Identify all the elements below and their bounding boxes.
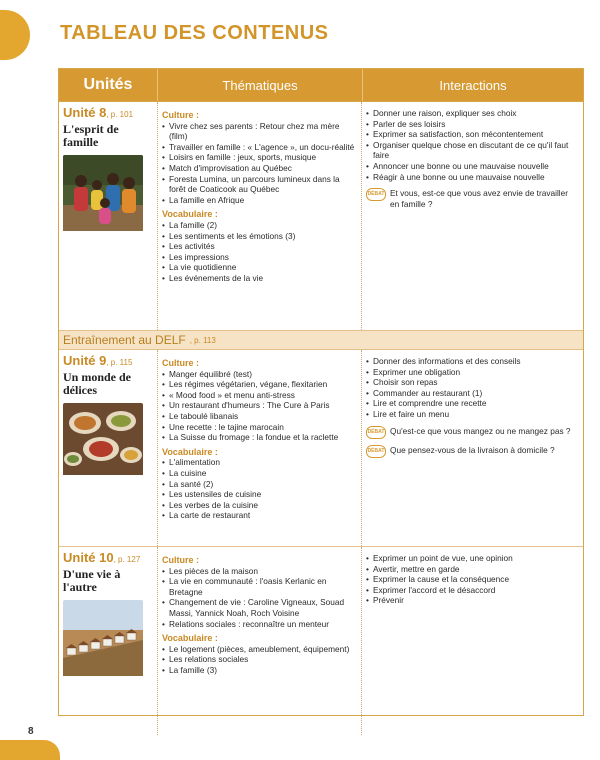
list-item: • Travailler en famille : « L'agence », un docu-réalité <box>162 142 357 153</box>
list-item: • La famille (2) <box>162 220 357 231</box>
list-item: • Le taboulé libanais <box>162 411 357 422</box>
list-item: • Parler de ses loisirs <box>366 119 579 130</box>
unit-name: Un monde de délices <box>63 369 132 397</box>
header-thematiques: Thématiques <box>157 69 362 101</box>
list-item: • Le logement (pièces, ameublement, équipement) <box>162 644 357 655</box>
unit-label: Unité 9 <box>63 353 107 368</box>
list-item: • Exprimer sa satisfaction, son mécontentement <box>366 129 579 140</box>
delf-label: Entraînement au DELF <box>63 333 186 347</box>
list-item: • La carte de restaurant <box>162 510 357 521</box>
unit-page-ref: , p. 101 <box>106 110 134 119</box>
delf-banner <box>59 331 583 350</box>
unit-name: D'une vie à l'autre <box>63 566 121 594</box>
culture-title: Culture : <box>162 110 199 120</box>
interactions-cell <box>361 350 583 546</box>
list-item: • Les événements de la vie <box>162 273 357 284</box>
interactions-list <box>366 356 579 420</box>
thematiques-cell <box>157 102 361 330</box>
list-item: • Les activités <box>162 241 357 252</box>
list-item: • La cuisine <box>162 468 357 479</box>
culture-list <box>162 369 357 443</box>
page-corner-tab <box>0 10 30 60</box>
list-item: • Lire et comprendre une recette <box>366 398 579 409</box>
list-item: • La famille en Afrique <box>162 195 357 206</box>
list-item: • Avertir, mettre en garde <box>366 564 579 575</box>
unit-row-9 <box>59 350 583 547</box>
list-item: • La santé (2) <box>162 479 357 490</box>
interactions-cell <box>361 547 583 735</box>
unit-cell <box>59 350 157 546</box>
list-item: • Manger équilibré (test) <box>162 369 357 380</box>
list-item: • Exprimer la cause et la conséquence <box>366 574 579 585</box>
thematiques-cell <box>157 350 361 546</box>
unit-cell <box>59 547 157 735</box>
list-item: • La vie quotidienne <box>162 262 357 273</box>
debat-item <box>366 426 579 439</box>
interactions-list <box>366 108 579 182</box>
unit-cell <box>59 102 157 330</box>
unit-label: Unité 10 <box>63 550 114 565</box>
unit-row-8 <box>59 102 583 331</box>
vocab-title: Vocabulaire : <box>162 633 218 644</box>
culture-list <box>162 121 357 206</box>
delf-page-ref: , p. 113 <box>189 335 216 345</box>
header-unites: Unités <box>83 76 133 93</box>
list-item: • Les sentiments et les émotions (3) <box>162 231 357 242</box>
list-item: • Prévenir <box>366 595 579 606</box>
list-item: • Match d'improvisation au Québec <box>162 163 357 174</box>
contents-table <box>58 68 584 716</box>
list-item: • Commander au restaurant (1) <box>366 388 579 399</box>
list-item: • « Mood food » et menu anti-stress <box>162 390 357 401</box>
vocab-list <box>162 644 357 676</box>
list-item: • Un restaurant d'humeurs : The Cure à Paris <box>162 400 357 411</box>
culture-list <box>162 566 357 630</box>
culture-title: Culture : <box>162 555 199 565</box>
list-item: • Une recette : le tajine marocain <box>162 422 357 433</box>
list-item: • Exprimer une obligation <box>366 367 579 378</box>
unit-row-10 <box>59 547 583 735</box>
debat-item <box>366 445 579 458</box>
thematiques-cell <box>157 547 361 735</box>
list-item: • Les régimes végétarien, végane, flexitarien <box>162 379 357 390</box>
vocab-list <box>162 457 357 521</box>
interactions-list <box>366 553 579 606</box>
unit-heading <box>63 105 153 121</box>
page-title: TABLEAU DES CONTENUS <box>60 22 329 44</box>
unit-heading <box>63 353 153 369</box>
list-item: • Exprimer l'accord et le désaccord <box>366 585 579 596</box>
list-item: • Loisirs en famille : jeux, sports, musique <box>162 152 357 163</box>
debat-icon: DÉBAT <box>366 426 386 439</box>
debat-icon: DÉBAT <box>366 188 386 201</box>
list-item: • Donner des informations et des conseils <box>366 356 579 367</box>
page-bottom-tab <box>0 740 60 760</box>
list-item: • Annoncer une bonne ou une mauvaise nouvelle <box>366 161 579 172</box>
vocab-list <box>162 220 357 284</box>
debat-item <box>366 188 579 209</box>
list-item: • Les pièces de la maison <box>162 566 357 577</box>
list-item: • Organiser quelque chose en discutant de ce qu'il faut faire <box>366 140 579 161</box>
list-item: • Réagir à une bonne ou une mauvaise nouvelle <box>366 172 579 183</box>
table-header <box>59 69 583 102</box>
list-item: • Vivre chez ses parents : Retour chez ma mère (film) <box>162 121 357 142</box>
unit-page-ref: , p. 115 <box>106 358 133 367</box>
list-item: • L'alimentation <box>162 457 357 468</box>
family-photo <box>63 155 143 234</box>
list-item: • Exprimer un point de vue, une opinion <box>366 553 579 564</box>
unit-name: L'esprit de famille <box>63 121 119 149</box>
vocab-title: Vocabulaire : <box>162 209 218 220</box>
unit-label: Unité 8 <box>63 105 107 120</box>
list-item: • Foresta Lumina, un parcours lumineux dans la forêt de Coaticook au Québec <box>162 174 357 195</box>
food-photo <box>63 403 143 478</box>
list-item: • Changement de vie : Caroline Vigneaux, Souad Massi, Yannick Noah, Roch Voisine <box>162 597 357 618</box>
unit-page-ref: , p. 127 <box>113 555 141 564</box>
list-item: • Les impressions <box>162 252 357 263</box>
culture-title: Culture : <box>162 358 199 368</box>
list-item: • Lire et faire un menu <box>366 409 579 420</box>
vocab-title: Vocabulaire : <box>162 446 218 457</box>
list-item: • Les relations sociales <box>162 654 357 665</box>
list-item: • Les ustensiles de cuisine <box>162 489 357 500</box>
list-item: • La vie en communauté : l'oasis Kerlanic en Bretagne <box>162 576 357 597</box>
header-interactions: Interactions <box>362 69 583 101</box>
list-item: • Relations sociales : reconnaître un menteur <box>162 619 357 630</box>
houses-photo <box>63 600 143 679</box>
debat-icon: DÉBAT <box>366 445 386 458</box>
interactions-cell <box>361 102 583 330</box>
unit-heading <box>63 550 153 566</box>
list-item: • Choisir son repas <box>366 377 579 388</box>
list-item: • Donner une raison, expliquer ses choix <box>366 108 579 119</box>
debat-text: Qu'est-ce que vous mangez ou ne mangez pas ? <box>390 425 571 436</box>
list-item: • Les verbes de la cuisine <box>162 500 357 511</box>
list-item: • La Suisse du fromage : la fondue et la raclette <box>162 432 357 443</box>
debat-text: Que pensez-vous de la livraison à domicile ? <box>390 444 555 455</box>
page-number: 8 <box>28 726 34 737</box>
list-item: • La famille (3) <box>162 665 357 676</box>
debat-text: Et vous, est-ce que vous avez envie de travailler en famille ? <box>390 188 569 209</box>
